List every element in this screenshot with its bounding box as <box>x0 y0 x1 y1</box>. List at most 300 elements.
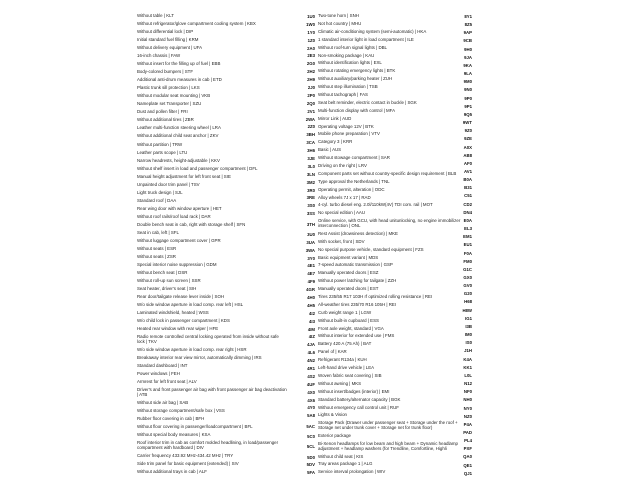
option-code: 3JE <box>307 156 315 162</box>
option-code: 1U0 <box>307 14 315 19</box>
option-code-tail: 9P0 <box>464 95 472 101</box>
option-code-tail: NZ0 <box>463 413 472 419</box>
equipment-item-text: Unpainted door trim panel | TSV <box>137 181 200 187</box>
equipment-item <box>298 203 463 208</box>
equipment-item <box>137 356 287 361</box>
equipment-item-text: W/o side window aperture in load comp. rear left | HSL <box>137 302 244 308</box>
equipment-column-right <box>298 14 463 476</box>
equipment-column-left <box>137 14 287 476</box>
equipment-item-text: Armrest for left front seat | ALV <box>137 379 197 385</box>
option-code: 5FA <box>307 470 315 476</box>
option-code-tail: K4A <box>463 356 472 362</box>
equipment-item-text: Radio remote controlled central locking operated from inside without safe lock | TKV <box>137 334 279 345</box>
equipment-item-text: Without step illumination | TSB <box>318 84 378 90</box>
equipment-item-text: Manually operated doors | ESZ <box>318 270 379 276</box>
equipment-item <box>137 417 287 422</box>
option-code-tail: EL3 <box>464 226 472 232</box>
option-code-tail: B0A <box>463 177 472 183</box>
equipment-item-text: Rubber floor covering in cab | BFH <box>137 416 205 422</box>
equipment-item <box>137 335 287 345</box>
equipment-item <box>137 126 287 131</box>
equipment-item <box>137 110 287 115</box>
equipment-item-text: Standard roof | DAA <box>137 197 177 203</box>
equipment-item-text: Without bench seat | DSR <box>137 270 188 275</box>
option-code-tail: DN4 <box>463 209 472 215</box>
equipment-item-text: Without interior for extended use | FMS <box>318 333 395 339</box>
equipment-item <box>298 295 463 300</box>
equipment-item <box>137 425 287 430</box>
option-code: 2Z0 <box>307 124 315 130</box>
option-code-tail: E0A <box>463 217 472 223</box>
option-code-tail: EM1 <box>463 234 472 240</box>
equipment-item-text: Rear door/tailgate release lever inside | SOH <box>137 294 225 300</box>
equipment-item-text: Curb weight range 1 | LGW <box>318 309 372 315</box>
equipment-item-text: Multi-function display with control | MFA <box>318 107 396 113</box>
option-code-tail: FM0 <box>463 258 472 264</box>
option-code-tail: A0X <box>463 144 472 150</box>
equipment-item-text: Bi-Xenon headlamps for low beam and high beam + Dynamic headlamp adjustment + headlamp washers (for Trendline, Comfortline, Highli <box>318 440 458 451</box>
equipment-item <box>137 62 287 67</box>
equipment-item <box>298 46 463 51</box>
equipment-item-text: Storage Pack (Drawer under passenger seat + Storage under the roof + Storage net under trunk cover + Storage net for trunk floor) <box>318 420 458 431</box>
equipment-item <box>298 219 463 229</box>
equipment-item <box>298 279 463 284</box>
equipment-item-text: Without rotating emergency lights | BTK <box>318 68 396 74</box>
option-code-tail: 9WT <box>462 120 472 126</box>
equipment-item <box>298 287 463 292</box>
option-code-tail: GX0 <box>463 275 472 280</box>
option-code: 2E3 <box>307 53 315 59</box>
option-code: 2WA <box>305 116 315 122</box>
equipment-item-text: Category 3 | KRR <box>318 139 353 145</box>
option-code-tail: QA0 <box>463 454 472 460</box>
option-code: 2G0 <box>306 61 315 67</box>
equipment-item <box>137 191 287 196</box>
equipment-item <box>137 287 287 292</box>
option-code-tail: N12 <box>464 381 472 387</box>
equipment-item <box>298 211 463 216</box>
equipment-item <box>298 398 463 403</box>
equipment-item <box>137 409 287 414</box>
option-code-tail: NY0 <box>463 405 472 411</box>
equipment-item <box>137 159 287 164</box>
equipment-item-text: Initial standard fuel filling | KRM <box>137 37 199 43</box>
equipment-item-text: Without additional tires | ZBR <box>137 117 194 123</box>
equipment-item-text: Without modular seat mounting | VKB <box>137 93 211 99</box>
equipment-item-text: Without roof-turn signal lights | DBL <box>318 44 387 50</box>
option-code-tail: I3B <box>465 323 472 329</box>
equipment-item-text: Driving on the right | LRV <box>318 162 367 168</box>
equipment-item <box>298 148 463 153</box>
option-code-tail: 9KA <box>463 62 472 68</box>
equipment-item-text: Not hot country | MHU <box>318 20 362 26</box>
equipment-item-text: Alloy wheels 7J x 17 | RAD <box>318 194 371 200</box>
equipment-item <box>298 132 463 137</box>
equipment-item <box>137 401 287 406</box>
equipment-item-text: Heated rear window with rear wiper | HFE <box>137 326 219 332</box>
equipment-item-text: Double bench seat in cab, right with storage shelf | SFN <box>137 221 246 227</box>
equipment-item-text: Standard battery/alternator capacity | BGK <box>318 396 401 402</box>
equipment-item-text: Without table | KLT <box>137 13 174 18</box>
equipment-item <box>298 350 463 355</box>
equipment-item <box>137 433 287 438</box>
equipment-item-text: Without built-in cupboard | ESS <box>318 317 379 323</box>
equipment-item <box>298 30 463 35</box>
equipment-item <box>137 348 287 353</box>
option-code-tail: 9CB <box>463 38 472 44</box>
option-code-tail: IG1 <box>465 315 472 321</box>
equipment-item-text: Without floor covering in passenger/loadcompartment | BFL <box>137 424 253 430</box>
equipment-item <box>137 46 287 51</box>
equipment-item-text: Without stowage compartment | SAR <box>318 155 390 161</box>
equipment-item <box>137 22 287 27</box>
equipment-item <box>298 455 463 460</box>
equipment-item-text: Seat belt reminder, electric contact in buckle | SGK <box>318 99 417 105</box>
option-code: 5D0 <box>307 454 315 460</box>
equipment-item-text: Operating permit, alteration | ODC <box>318 186 385 192</box>
equipment-item-text: Without special body measures | KSA <box>137 432 211 438</box>
equipment-item-text: Tray areas package 1 | ALG <box>318 461 373 467</box>
equipment-item <box>137 364 287 369</box>
option-code-tail: 8Z5 <box>464 22 472 28</box>
equipment-item <box>137 303 287 308</box>
equipment-item-text: Without additional child seat anchor | ZKV <box>137 133 219 139</box>
option-code: 4Y0 <box>307 405 315 411</box>
equipment-item <box>137 247 287 252</box>
option-code: 1Y0 <box>307 29 315 35</box>
option-code: 5DV <box>306 462 315 468</box>
option-code-tail: IS0 <box>465 340 472 346</box>
equipment-item-text: Rear wing door with window aperture | HET <box>137 205 222 211</box>
equipment-item-text: Without differential lock | DIP <box>137 29 194 35</box>
option-code: 4N2 <box>307 358 315 364</box>
option-code-tail: PAD <box>463 429 472 435</box>
option-code: 1Z0 <box>307 37 315 43</box>
equipment-item <box>298 311 463 316</box>
option-code-tail: P4A <box>463 421 472 427</box>
option-code-tail: AV1 <box>463 168 472 174</box>
equipment-item <box>298 334 463 339</box>
equipment-item <box>137 441 287 451</box>
equipment-item <box>137 231 287 236</box>
option-code-column-right <box>454 14 472 476</box>
equipment-item-text: Without insert/badges (interior) | EMI <box>318 388 390 394</box>
option-code: 4L6 <box>307 350 315 356</box>
equipment-item-text: Manual height adjustment for left front seat | SIE <box>137 173 231 179</box>
equipment-item-text: Without seats | ESR <box>137 245 177 251</box>
equipment-item-text: Seat heater, driver's seat | SIH <box>137 286 197 292</box>
equipment-item <box>298 434 463 439</box>
equipment-item <box>298 172 463 177</box>
equipment-item <box>298 366 463 371</box>
equipment-item-text: All-weather tires 235/70 R16 105H | REI <box>318 301 397 307</box>
equipment-item <box>137 223 287 228</box>
equipment-item <box>298 156 463 161</box>
option-code: 3TH <box>306 221 315 227</box>
equipment-item-text: Basic | AUS <box>318 147 342 153</box>
equipment-item <box>137 54 287 59</box>
equipment-item-text: Basic equipment variant | MDS <box>318 254 379 260</box>
equipment-item <box>298 442 463 452</box>
equipment-item <box>298 124 463 129</box>
equipment-item <box>298 180 463 185</box>
equipment-item <box>298 117 463 122</box>
option-code: 5C0 <box>307 433 315 439</box>
equipment-item <box>298 188 463 193</box>
equipment-item-text: Without seats | ZSR <box>137 253 176 259</box>
equipment-item-text: With socket, front | SDV <box>318 238 365 244</box>
equipment-item <box>137 38 287 43</box>
equipment-item <box>137 372 287 377</box>
option-code-tail: CD2 <box>463 201 472 207</box>
equipment-item-text: Roof interior trim in cab as comfort molded headlining, in load/passenger compartment with hardboard | DIV <box>137 440 279 451</box>
equipment-item-text: Leather multi-function steering wheel | LRA <box>137 125 221 131</box>
option-code: 4IM <box>307 326 315 332</box>
option-code-tail: 9Q5 <box>463 111 472 117</box>
option-code: 4X6 <box>307 397 315 403</box>
option-code-tail: 9N0 <box>464 87 472 93</box>
equipment-item <box>137 175 287 180</box>
equipment-item <box>298 271 463 276</box>
equipment-item <box>137 167 287 172</box>
option-code-tail: PXF <box>463 446 472 452</box>
equipment-item-text: Mirror Link | AUD <box>318 115 352 121</box>
equipment-item-text: Panel of | KAR <box>318 349 347 355</box>
equipment-item <box>298 22 463 27</box>
option-code-tail: GV0 <box>463 283 472 289</box>
equipment-item-text: Without awning | MKS <box>318 380 362 386</box>
equipment-item-text: Climatic air-conditioning system (semi-automatic) | HKA <box>318 28 427 34</box>
option-code: 4R1 <box>307 366 315 371</box>
equipment-item-text: Seat in cab, left | SFL <box>137 229 179 235</box>
equipment-item <box>298 248 463 253</box>
equipment-item <box>298 69 463 74</box>
equipment-item-text: Without emergency call control unit | RUF <box>318 404 399 410</box>
equipment-item-text: Plastic trunk sill protection | LKS <box>137 85 200 91</box>
equipment-item-text: Front axle weight, standard | VGA <box>318 325 384 331</box>
equipment-item <box>298 93 463 98</box>
option-code: 4E1 <box>307 263 315 269</box>
option-code-tail: G20 <box>463 291 472 297</box>
option-code: 2A0 <box>307 45 315 51</box>
option-code: 3RE <box>306 195 315 201</box>
option-code-tail: 9M0 <box>463 79 472 85</box>
equipment-item-text: 7-speed automatic transmission | GSP <box>318 262 393 268</box>
equipment-item-text: Exterior package <box>318 432 351 438</box>
equipment-item <box>137 199 287 204</box>
option-code: 3CA <box>306 140 315 146</box>
equipment-item-text: Nameplate set Transporter | SZU <box>137 101 202 107</box>
option-code-tail: IM0 <box>464 332 472 338</box>
option-code-tail: 9AP <box>463 30 472 36</box>
equipment-item <box>298 77 463 82</box>
equipment-item-text: Driver's and front passenger air bag with front passenger air bag deactivation | ATB <box>137 387 287 398</box>
equipment-item-text: Without roll-up sun screen | SSR <box>137 278 201 284</box>
option-code-tail: L0L <box>464 372 472 378</box>
option-code-tail: EU1 <box>463 242 472 248</box>
equipment-item <box>137 388 287 398</box>
equipment-item <box>137 207 287 212</box>
equipment-item <box>298 164 463 169</box>
equipment-item <box>298 327 463 332</box>
equipment-item <box>298 263 463 268</box>
equipment-item <box>137 102 287 107</box>
option-code-tail: 9JA <box>464 54 472 60</box>
equipment-item-text: Component parts set without country-specific design requirement | BLB <box>318 170 457 176</box>
equipment-item-text: Refrigerant R134a | KUH <box>318 357 367 363</box>
option-code: 4I2 <box>309 310 315 316</box>
equipment-item-text: Special interior noise suppression | GDM <box>137 261 217 267</box>
equipment-item-text: Laminated windshield, heated | WSS <box>137 310 209 316</box>
option-code-tail: QJ1 <box>463 470 472 476</box>
equipment-item-text: Rest Assist (drowsiness detection) | MKE <box>318 230 398 236</box>
equipment-item-text: Without roof rails/roof load rack | DAR <box>137 213 211 219</box>
equipment-item-text: Without identification lights | EXL <box>318 60 382 66</box>
equipment-item <box>298 421 463 431</box>
equipment-item <box>137 151 287 156</box>
equipment-item <box>298 61 463 66</box>
option-code: 5A8 <box>307 413 315 419</box>
option-code: 5CL <box>306 444 315 450</box>
equipment-item-text: Woven fabric seat covering | SIB <box>318 372 382 378</box>
option-code: 4S2 <box>307 373 315 379</box>
equipment-item <box>298 470 463 475</box>
equipment-item-text: Side trim panel for basic equipment (extended) | SIV <box>137 461 239 467</box>
option-code: 3U0 <box>307 231 315 237</box>
equipment-item-text: Leather parts scope | LTU <box>137 149 188 155</box>
equipment-item-text: No special purpose vehicle, standard equipment | FZS <box>318 246 424 252</box>
equipment-item-text: Breakaway interior rear view mirror, automatically dimming | IRS <box>137 355 262 361</box>
equipment-item-text: Non-smoking package | KAU <box>318 52 375 58</box>
equipment-item <box>137 380 287 385</box>
option-code: 4I3 <box>309 318 315 324</box>
option-code-tail: KK1 <box>463 364 472 370</box>
equipment-item-text: Without power latching for tailgate | ZZH <box>318 278 397 284</box>
equipment-item-text: Mobile phone preparation | VTV <box>318 131 380 137</box>
equipment-item-text: Body-colored bumpers | STF <box>137 69 194 75</box>
option-code: 2P0 <box>307 92 315 98</box>
option-code: 3SS <box>306 211 315 217</box>
equipment-item <box>298 240 463 245</box>
equipment-item-text: Without side air bag | SAB <box>137 400 189 406</box>
equipment-item <box>298 140 463 145</box>
equipment-item <box>137 239 287 244</box>
equipment-item <box>137 263 287 268</box>
equipment-item-text: Standard dashboard | INT <box>137 363 188 369</box>
equipment-item <box>298 374 463 379</box>
equipment-item <box>137 134 287 139</box>
option-code: 4H5 <box>307 302 315 308</box>
option-code: 2V1 <box>307 108 315 114</box>
option-code-tail: H8W <box>462 307 472 313</box>
option-code-tail: AB8 <box>463 152 472 158</box>
equipment-item-text: Without tachograph | FAS <box>318 91 368 97</box>
equipment-item-text: Without delivery equipment | UFA <box>137 45 203 51</box>
equipment-item <box>298 342 463 347</box>
equipment-item <box>298 319 463 324</box>
equipment-item <box>137 454 287 459</box>
option-code-tail: QE1 <box>463 462 472 468</box>
equipment-item <box>137 70 287 75</box>
option-code: 3R0 <box>307 187 315 193</box>
equipment-item <box>137 118 287 123</box>
option-code: 5AC <box>306 423 315 429</box>
equipment-item <box>137 279 287 284</box>
option-code-tail: PL4 <box>464 438 472 444</box>
option-code: 4H0 <box>307 294 315 300</box>
option-code: 3S0 <box>307 203 315 209</box>
option-code-tail: NF0 <box>463 389 472 395</box>
option-code-tail: B31 <box>464 185 472 191</box>
option-code-tail: F0A <box>463 250 472 256</box>
equipment-item-text: Lights & Vision <box>318 412 347 418</box>
option-code-tail: NH0 <box>463 397 472 403</box>
equipment-item-text: Manually operated doors | EST <box>318 286 379 292</box>
equipment-item <box>298 38 463 43</box>
equipment-item <box>137 30 287 35</box>
option-code: 4GR <box>306 287 315 293</box>
option-code: 2Q0 <box>306 100 315 106</box>
option-code: 4E7 <box>307 271 315 277</box>
equipment-item <box>137 311 287 316</box>
equipment-item-text: Without partition | TRW <box>137 141 183 147</box>
equipment-item-text: Battery 420 A (75 Ah) | BAT <box>318 341 372 347</box>
equipment-item-text: Carrier frequency 433.92 MHz-434.42 MHz | TRY <box>137 453 234 459</box>
equipment-item-text: 4-cyl. turbo diesel eng. 2.0l/110kW(4V) TDI com. rail | MOT <box>318 202 433 208</box>
option-code-tail: 9H0 <box>464 46 472 52</box>
option-code-tail: 9ZE <box>464 136 472 142</box>
equipment-item-text: Without shelf insert in load and passenger compartment | DFL <box>137 165 258 171</box>
equipment-item-text: W/o side window aperture in load comp. rear right | HSR <box>137 347 247 353</box>
option-code-tail: 9LA <box>463 71 472 77</box>
equipment-item <box>137 94 287 99</box>
equipment-item-text: Without luggage compartment cover | GPR <box>137 237 221 243</box>
equipment-item <box>137 14 287 19</box>
equipment-item-text: No special edition | AAU <box>318 210 366 216</box>
equipment-item <box>298 14 463 19</box>
option-code-tail: AF0 <box>463 160 472 166</box>
equipment-item-text: Type approval the Netherlands | TNL <box>318 178 390 184</box>
equipment-item-text: Light truck design | SJL <box>137 189 183 195</box>
equipment-item-text: Left-hand drive vehicle | LEA <box>318 365 375 371</box>
equipment-item-text: Online service, with GCU, with head unitunlocking, no engine immobilizer interconnection | ONL <box>318 218 461 229</box>
option-code-tail: G1C <box>463 266 472 272</box>
equipment-item-text: Dust and pollen filter | FRI <box>137 109 188 115</box>
equipment-item <box>298 232 463 237</box>
equipment-item-text: W/o child lock in passenger compartment | KDS <box>137 318 230 324</box>
equipment-item-text: Without additional trays in cab | ALF <box>137 469 207 475</box>
equipment-item-text: Without child seat | KIS <box>318 453 364 459</box>
equipment-item <box>298 303 463 308</box>
equipment-item <box>137 86 287 91</box>
option-code: 4IZ <box>308 334 315 340</box>
equipment-item-text: Without refrigerator/glove compartment cooling system | KBX <box>137 21 256 27</box>
option-code: 2H2 <box>307 69 315 75</box>
option-code: 3UA <box>306 239 315 245</box>
equipment-item <box>137 295 287 300</box>
equipment-item <box>298 85 463 90</box>
equipment-item-text: Service interval prolongation | WIV <box>318 469 386 475</box>
equipment-item <box>298 405 463 410</box>
equipment-item-text: Without insert for the filling up of fuel | EBB <box>137 61 221 67</box>
equipment-item <box>298 195 463 200</box>
equipment-item <box>137 255 287 260</box>
option-code: 3L0 <box>307 163 315 169</box>
equipment-item <box>137 183 287 188</box>
equipment-item-text: Operating voltage 12V | BTK <box>318 123 374 129</box>
option-code-tail: H68 <box>464 299 472 305</box>
equipment-item <box>137 215 287 220</box>
